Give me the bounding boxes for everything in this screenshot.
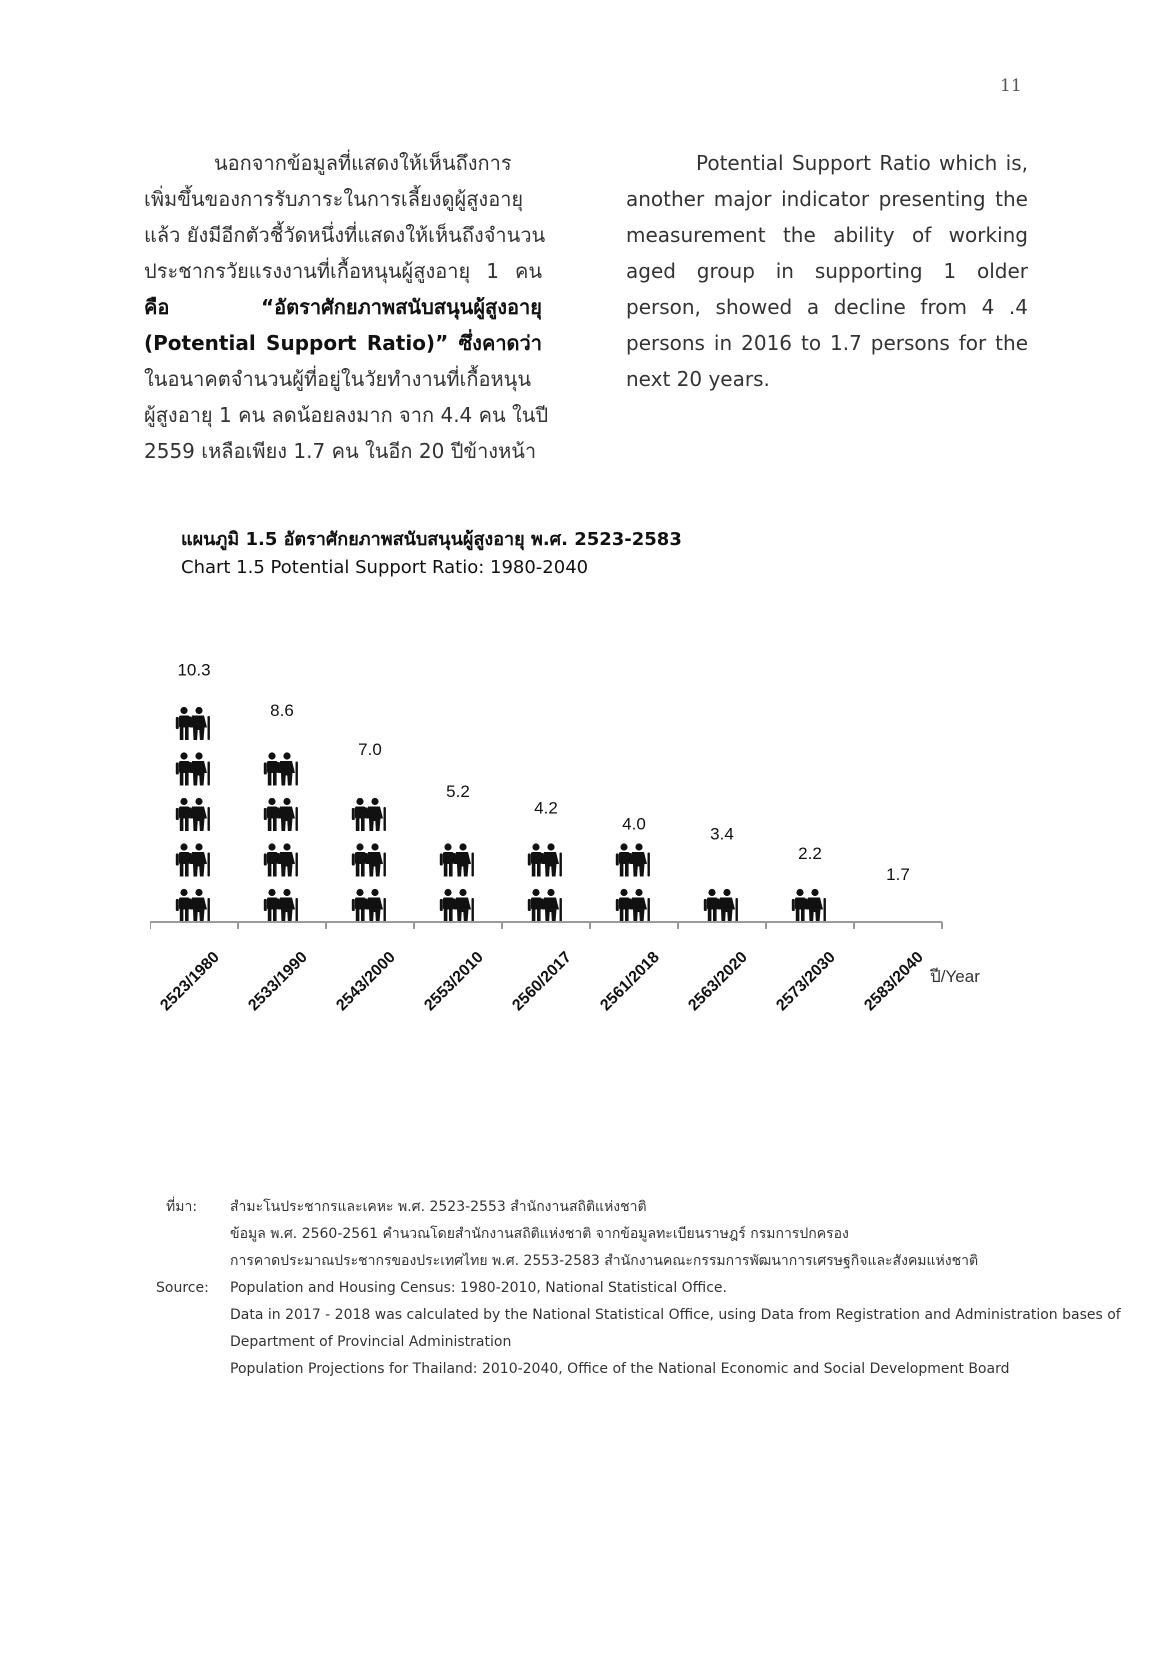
x-tick-label: 2560/2017 — [509, 948, 575, 1015]
bars-layer — [176, 661, 914, 922]
x-tick-label: 2573/2030 — [773, 948, 839, 1015]
data-label: 1.7 — [886, 864, 910, 884]
x-tick-label: 2543/2000 — [333, 948, 399, 1015]
thai-line: เพิ่มขึ้นของการรับภาระในการเลี้ยงดูผู้สูงอายุ — [144, 187, 524, 211]
x-tick-label: 2563/2020 — [685, 948, 751, 1015]
thai-line: 2559 เหลือเพียง 1.7 คน ในอีก 20 ปีข้างหน้า — [144, 439, 537, 463]
thai-line: ในอนาคตจำนวนผู้ที่อยู่ในวัยทำงานที่เกื้อหนุน — [144, 367, 532, 391]
data-label: 8.6 — [270, 701, 294, 721]
source-line: Data in 2017 - 2018 was calculated by the National Statistical Office, using Data from Registration and Administration bases of — [230, 1307, 1121, 1323]
bar-2563/2020 — [704, 843, 738, 922]
source-line: Department of Provincial Administration — [230, 1334, 512, 1350]
chart-title-thai: แผนภูมิ 1.5 อัตราศักยภาพสนับสนุนผู้สูงอายุ พ.ศ. 2523-2583 — [181, 529, 682, 550]
data-label: 3.4 — [710, 824, 734, 844]
source-line: การคาดประมาณประชากรของประเทศไทย พ.ศ. 2553-2583 สำนักงานคณะกรรมการพัฒนาการเศรษฐกิจและสังคมแห่งชาติ — [230, 1253, 979, 1269]
data-label: 10.3 — [177, 660, 211, 680]
english-line: person, showed a decline from 4 .4 — [626, 295, 1028, 319]
thai-line-bold: (Potential Support Ratio)” ซึ่งคาดว่า — [144, 331, 542, 355]
x-tick-label: 2553/2010 — [421, 948, 487, 1015]
thai-line-bold: คือ “อัตราศักยภาพสนับสนุนผู้สูงอายุ — [144, 295, 542, 319]
english-line: Potential Support Ratio which is, — [696, 151, 1028, 175]
english-line: persons in 2016 to 1.7 persons for the — [626, 331, 1028, 355]
x-tick-label: 2523/1980 — [157, 948, 223, 1015]
chart-title-english: Chart 1.5 Potential Support Ratio: 1980-2040 — [181, 557, 589, 578]
data-label: 4.0 — [622, 814, 646, 834]
english-line: next 20 years. — [626, 367, 770, 391]
english-paragraph — [626, 145, 1028, 397]
english-line: measurement the ability of working — [626, 223, 1028, 247]
bar-2543/2000 — [352, 752, 386, 922]
x-tick-label: 2583/2040 — [861, 948, 927, 1015]
source-line: ข้อมูล พ.ศ. 2560-2561 คำนวณโดยสำนักงานสถิติแห่งชาติ จากข้อมูลทะเบียนราษฎร์ กรมการปกครอง — [230, 1226, 849, 1242]
source-line: สำมะโนประชากรและเคหะ พ.ศ. 2523-2553 สำนักงานสถิติแห่งชาติ — [230, 1199, 647, 1215]
bar-2523/1980 — [176, 661, 210, 922]
thai-line: แล้ว ยังมีอีกตัวชี้วัดหนึ่งที่แสดงให้เห็นถึงจำนวน — [144, 223, 546, 247]
english-line: another major indicator presenting the — [626, 187, 1028, 211]
x-tick-label: 2533/1990 — [245, 948, 311, 1015]
thai-line: ประชากรวัยแรงงานที่เกื้อหนุนผู้สูงอายุ 1 คน — [144, 259, 542, 283]
bar-2533/1990 — [264, 707, 298, 922]
source-note — [156, 1194, 1121, 1383]
bar-2553/2010 — [440, 798, 474, 922]
data-label: 2.2 — [798, 844, 822, 864]
page-number: 11 — [1000, 76, 1022, 96]
x-tick-labels — [157, 949, 927, 1015]
english-line: aged group in supporting 1 older — [626, 259, 1028, 283]
data-label: 4.2 — [534, 798, 558, 818]
x-axis — [150, 922, 942, 929]
source-line: Population Projections for Thailand: 2010-2040, Office of the National Economic and Social Development Board — [230, 1361, 1010, 1377]
thai-line: นอกจากข้อมูลที่แสดงให้เห็นถึงการ — [214, 151, 512, 175]
thai-line: ผู้สูงอายุ 1 คน ลดน้อยลงมาก จาก 4.4 คน ในปี — [144, 403, 549, 427]
source-label-thai: ที่มา: — [166, 1199, 198, 1215]
source-label-english: Source: — [156, 1280, 209, 1296]
source-line: Population and Housing Census: 1980-2010, National Statistical Office. — [230, 1280, 727, 1296]
data-label: 7.0 — [358, 740, 382, 759]
x-tick-label: 2561/2018 — [597, 948, 663, 1015]
bar-2583/2040 — [880, 889, 914, 922]
support-ratio-chart — [150, 640, 1050, 1100]
bar-2561/2018 — [616, 843, 650, 922]
x-axis-title: ปี/Year — [930, 967, 980, 986]
thai-paragraph — [144, 145, 549, 469]
data-label: 5.2 — [446, 782, 470, 802]
